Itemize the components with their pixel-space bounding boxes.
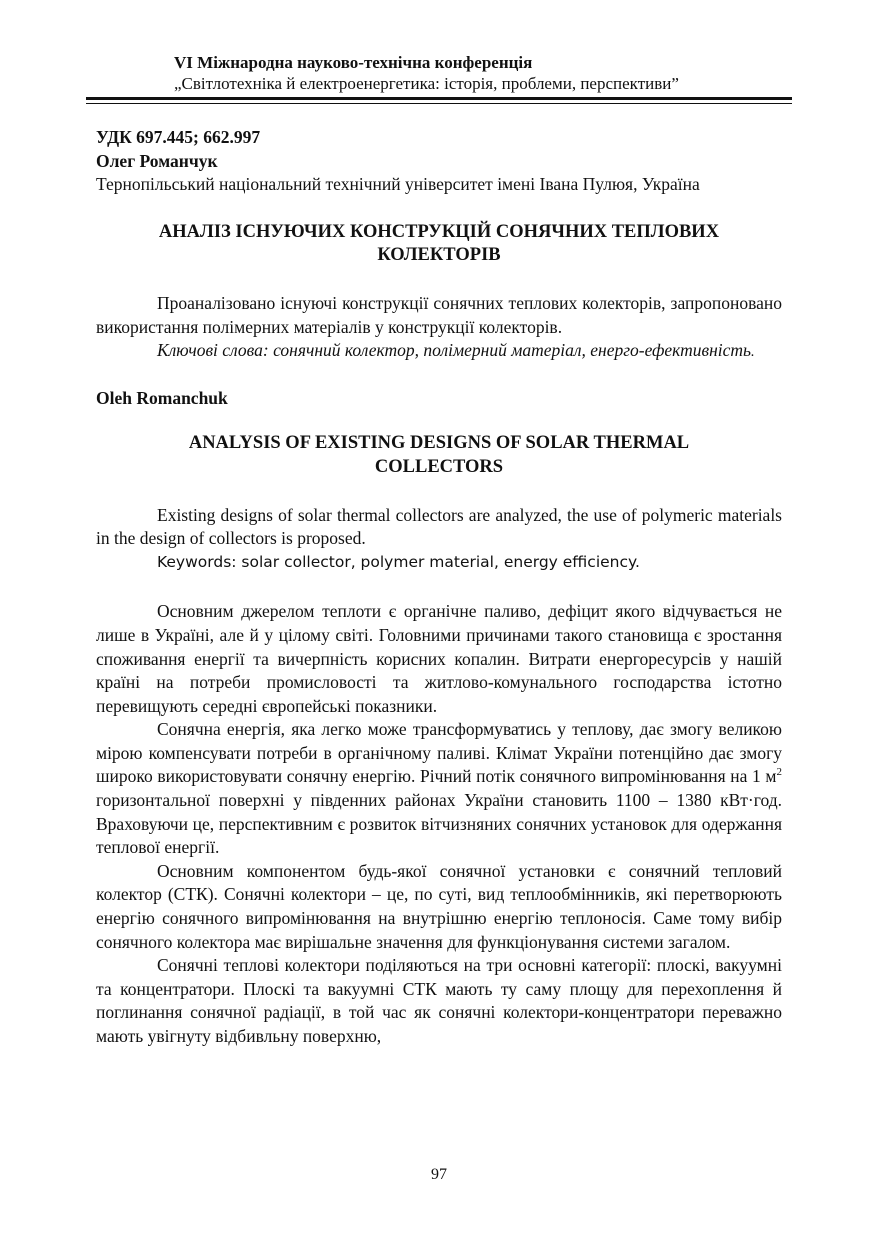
author-ua: Олег Романчук	[96, 150, 218, 171]
conference-theme: „Світлотехніка й електроенергетика: історія, проблеми, перспективи”	[174, 74, 679, 93]
body-paragraph-1: Основним джерелом теплоти є органічне паливо, дефіцит якого відчувається не лише в Україні, але й у цілому світі. Головними причинами такого становища є зростання споживання енергії та вичерпність корисних копалин. Витрати енергоресурсів у нашій країні на потреби промисловості та житлово-комунального господарства істотно перевищують середні європейські показники.	[96, 601, 782, 716]
udc-code: УДК 697.445; 662.997	[96, 127, 261, 147]
keywords-ua-text: Ключові слова: сонячний колектор, полімерний матеріал, енерго-ефективність	[157, 340, 752, 361]
abstract-ua: Проаналізовано існуючі конструкції сонячних теплових колекторів, запропоновано використання полімерних матеріалів у конструкції колекторів.	[96, 292, 782, 337]
affiliation: Тернопільський національний технічний університет імені Івана Пулюя, Україна	[96, 174, 700, 195]
header-rule-thick	[86, 97, 792, 100]
superscript-2: 2	[776, 766, 782, 779]
page-number: 97	[431, 1166, 447, 1183]
author-en: Oleh Romanchuk	[96, 387, 228, 408]
keywords-ua-end: .	[751, 344, 755, 361]
keywords-en: Keywords: solar collector, polymer material, energy efficiency.	[157, 552, 640, 571]
body-paragraph-2-b: горизонтальної поверхні у південних районах України становить 1100 – 1380 кВт·год. Враховуючи це, перспективним є розвиток вітчизняних сонячних установок для одержання теплової енергії.	[96, 790, 782, 858]
keywords-ua	[96, 339, 782, 365]
body-paragraph-3: Основним компонентом будь-якої сонячної установки є сонячний тепловий колектор (СТК). Сонячні колектори – це, по суті, вид теплообмінників, які перетворюють енергію сонячного випромінювання на внутрішню енергію теплоносія. Саме тому вибір сонячного колектора має вирішальне значення для функціонування системи загалом.	[96, 860, 782, 952]
abstract-en: Existing designs of solar thermal collectors are analyzed, the use of polymeric materials in the design of collectors is proposed.	[96, 504, 782, 549]
body-paragraph-4: Сонячні теплові колектори поділяються на три основні категорії: плоскі, вакуумні та концентратори. Плоскі та вакуумні СТК мають ту саму площу для перехоплення й поглинання сонячної радіації, в той час як сонячні колектори-концентратори переважно мають увігнуту відбивльну поверхню,	[96, 955, 782, 1046]
article-content	[96, 126, 782, 1049]
body-paragraph-2	[96, 718, 782, 860]
title-en: ANALYSIS OF EXISTING DESIGNS OF SOLAR THERMAL COLLECTORS	[188, 433, 690, 477]
title-ua: АНАЛІЗ ІСНУЮЧИХ КОНСТРУКЦІЙ СОНЯЧНИХ ТЕПЛОВИХ КОЛЕКТОРІВ	[158, 221, 720, 266]
header-rule-thin	[86, 103, 792, 104]
body-paragraph-2-a: Сонячна енергія, яка легко може трансформуватись у теплову, дає змогу великою мірою компенсувати потреби в органічному паливі. Клімат України потенційно дає змогу широко використовувати сонячну енергію. Річний потік сонячного випромінювання на 1 м	[96, 719, 782, 787]
conference-name: VI Міжнародна науково-технічна конференція	[174, 53, 533, 72]
running-header	[174, 52, 794, 94]
